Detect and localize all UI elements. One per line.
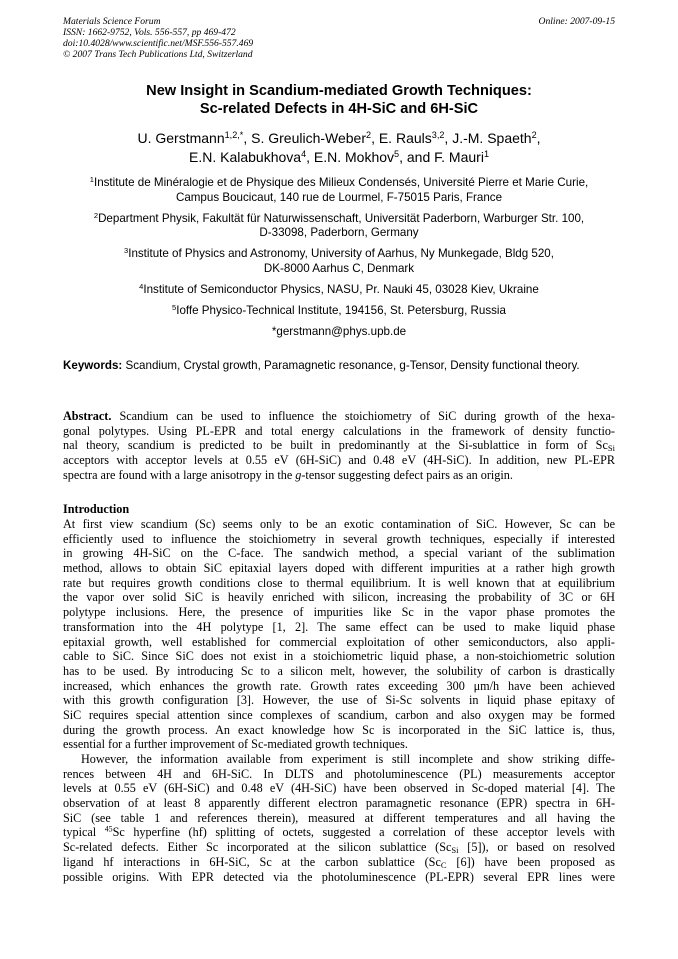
body-line: method, allows to obtain SiC epitaxial layers doped with different impurities at a rather high growth	[63, 561, 615, 576]
body-line: Sc-related defects. Either Sc incorporated at the silicon sublattice ($Sc_{Si}$ [5]), or based on resolved	[63, 840, 615, 855]
body-line: SiC (see table 1 and references therein), measured at different temperatures and all having the	[63, 810, 615, 825]
body-line: SiC requires special attention since complexes of scandium, carbon and also oxygen may be formed	[63, 707, 615, 722]
author-affil-sup: 2	[531, 130, 537, 140]
abstract-line: nal theory, scandium is predicted to be built in predominantly at the Si-sublattice in form of $Sc_{Si}$	[63, 438, 615, 454]
body-line: during the growth process. An exact knowledge how Sc is incorporated in the SiC lattice is, thus,	[63, 722, 615, 737]
author-name: , E.N. Mokhov	[306, 149, 395, 165]
title-line-1: New Insight in Scandium-mediated Growth Techniques:	[146, 83, 532, 99]
author-affil-sup: 5	[394, 149, 400, 159]
body-line: polytype inclusions. Here, the presence of impurities like Sc in the vapor phase promotes the	[63, 605, 615, 620]
body-line: the vapor over solid SiC is heavily enriched with silicon, increasing the probability of 3C or 6H	[63, 590, 615, 605]
body-line: However, the information available from experiment is still incomplete and show striking diffe-	[81, 752, 615, 766]
paper-title	[63, 82, 615, 118]
keywords-section	[63, 358, 615, 373]
body-line: At first view scandium (Sc) seems only to be an exotic contamination of SiC. However, Sc can be	[63, 517, 615, 531]
abstract-line: acceptors with acceptor levels at 0.55 eV (6H-SiC) and 0.48 eV (4H-SiC). In addition, new PL-EPR	[63, 453, 615, 468]
affil-text: Institute of Physics and Astronomy, University of Aarhus, Ny Munkegade, Bldg 520,	[128, 247, 554, 261]
body-line: in growing 4H-SiC on the C-face. The sandwich method, a special variant of the sublimation	[63, 546, 615, 561]
author-affil-sup: 4	[301, 149, 307, 159]
affiliations	[63, 176, 615, 340]
introduction-heading: Introduction	[63, 502, 130, 516]
affil-number: 5	[172, 303, 177, 313]
abstract-line: gonal polytypes. Using PL-EPR and total energy calculations in the framework of density functio-	[63, 423, 615, 438]
body-line: levels at 0.55 eV (6H-SiC) and 0.48 eV (4H-SiC) have been observed in Sc-doped material [4]. The	[63, 781, 615, 796]
affil-text: D-33098, Paderborn, Germany	[259, 226, 419, 240]
body-line: efficiently used to influence the stoichiometry in several growth techniques, especially if interested	[63, 531, 615, 546]
affiliation-1	[63, 176, 615, 205]
affiliation-2	[63, 212, 615, 241]
author-name: U. Gerstmann	[137, 130, 225, 146]
affiliation-4	[63, 283, 615, 298]
subscript: C	[440, 859, 447, 870]
affil-text: DK-8000 Aarhus C, Denmark	[263, 261, 415, 275]
intro-paragraph-2	[63, 752, 615, 884]
affil-text: Campus Boucicaut, 140 rue de Lourmel, F-75015 Paris, France	[175, 190, 503, 204]
subscript: Si	[451, 845, 459, 855]
affiliation-5	[63, 304, 615, 319]
affil-text: Department Physik, Fakultät für Naturwissenschaft, Universität Paderborn, Warburger Str. 100,	[98, 211, 585, 225]
issn-line: ISSN: 1662-9752, Vols. 556-557, pp 469-472	[63, 27, 236, 38]
title-line-2: Sc-related Defects in 4H-SiC and 6H-SiC	[199, 101, 479, 117]
body-line: ligand hf interactions in 6H-SiC, Sc at the carbon sublattice ($Sc_C$ [6]) have been proposed as	[63, 854, 615, 870]
body-line: increased, which enhances the growth rate. Growth rates exceeding 300 μm/h have been achieved	[63, 678, 615, 693]
abstract-line: Abstract. Scandium can be used to influence the stoichiometry of SiC during growth of the hexa-	[63, 409, 615, 423]
keywords-label: Keywords:	[63, 359, 123, 372]
body-line: transformation into the 4H polytype [1, 2]. The same effect can be used to make liquid phase	[63, 619, 615, 634]
author-affil-sup: 1,2,*	[224, 130, 244, 140]
abstract-label: Abstract.	[63, 409, 112, 423]
corresponding-email[interactable]: *gerstmann@phys.upb.de	[271, 325, 407, 339]
body-line: typical $^{45}$Sc hyperfine (hf) splitting of octets, suggested a correlation of these acceptor levels with	[63, 825, 615, 840]
affil-text: Institute de Minéralogie et de Physique des Milieux Condensés, Université Pierre et Marie Curie,	[93, 176, 589, 189]
affil-number: 2	[93, 210, 99, 220]
journal-header	[63, 16, 615, 60]
author-affil-sup: 3,2	[431, 130, 445, 140]
body-line: observation of at least 8 apparently different electron paramagnetic resonance (EPR) spectra in 6H-	[63, 796, 615, 811]
intro-paragraph-1	[63, 517, 615, 752]
body-line: essential for a further improvement of Sc-mediated growth techniques.	[63, 737, 408, 752]
body-line: epitaxial growth, well established for commercial exploitation of other semiconductors, also appli-	[63, 634, 615, 649]
author-list	[63, 129, 615, 167]
body-line: rate but requires growth conditions close to thermal equilibrium. It is well known that at equilibrium	[63, 575, 615, 590]
author-name: , E. Rauls	[371, 130, 432, 146]
author-line-2	[63, 148, 615, 167]
author-line-1: U. Gerstmann$^{1,2,*}$, S. Greulich-Weber$^2$, E. Rauls$^{3,2}$, J.-M. Spaeth$^2$,	[137, 130, 541, 146]
introduction-body	[63, 517, 615, 884]
body-line: with this growth configuration [3]. However, the use of Si-Sc solvents in liquid phase epitaxy of	[63, 693, 615, 708]
author-affil-sup: 1	[483, 149, 489, 159]
author-name: , and F. Mauri	[399, 149, 484, 165]
online-date: Online: 2007-09-15	[538, 16, 615, 27]
author-name: E.N. Kalabukhova	[188, 149, 302, 165]
body-line: rences between 4H and 6H-SiC. In DLTS and photoluminescence (PL) measurements acceptor	[63, 766, 615, 781]
affil-number: 1	[89, 174, 94, 184]
affil-number: 4	[139, 281, 144, 291]
body-line: has to be used. By introducing Sc to a silicon melt, however, the solubility of carbon is drastically	[63, 663, 615, 678]
journal-name: Materials Science Forum	[63, 16, 161, 27]
journal-info	[63, 16, 253, 60]
doi-line[interactable]: doi:10.4028/www.scientific.net/MSF.556-557.469	[63, 38, 254, 49]
body-line: possible origins. With EPR detected via the photoluminescence (PL-EPR) several EPR lines were	[63, 869, 615, 884]
body-line: cable to SiC. Since SiC does not exist in a stoichiometric liquid phase, a non-stoichiometric solution	[63, 649, 615, 664]
keywords-text: Scandium, Crystal growth, Paramagnetic resonance, g-Tensor, Density functional theory.	[125, 359, 580, 372]
author-affil-sup: 2	[366, 130, 372, 140]
affil-text: Institute of Semiconductor Physics, NASU, Pr. Nauki 45, 03028 Kiev, Ukraine	[143, 283, 539, 297]
affil-text: Ioffe Physico-Technical Institute, 194156, St. Petersburg, Russia	[176, 304, 506, 318]
abstract-line: spectra are found with a large anisotropy in the g-tensor suggesting defect pairs as an origin.	[63, 467, 513, 482]
affil-number: 3	[124, 246, 129, 256]
subscript: Si	[607, 443, 615, 454]
copyright-line: © 2007 Trans Tech Publications Ltd, Switzerland	[63, 49, 253, 60]
superscript: 45	[104, 825, 113, 835]
affiliation-3	[63, 247, 615, 276]
author-name: , S. Greulich-Weber	[243, 130, 366, 146]
author-name: , J.-M. Spaeth	[444, 130, 532, 146]
abstract-section	[63, 409, 615, 482]
